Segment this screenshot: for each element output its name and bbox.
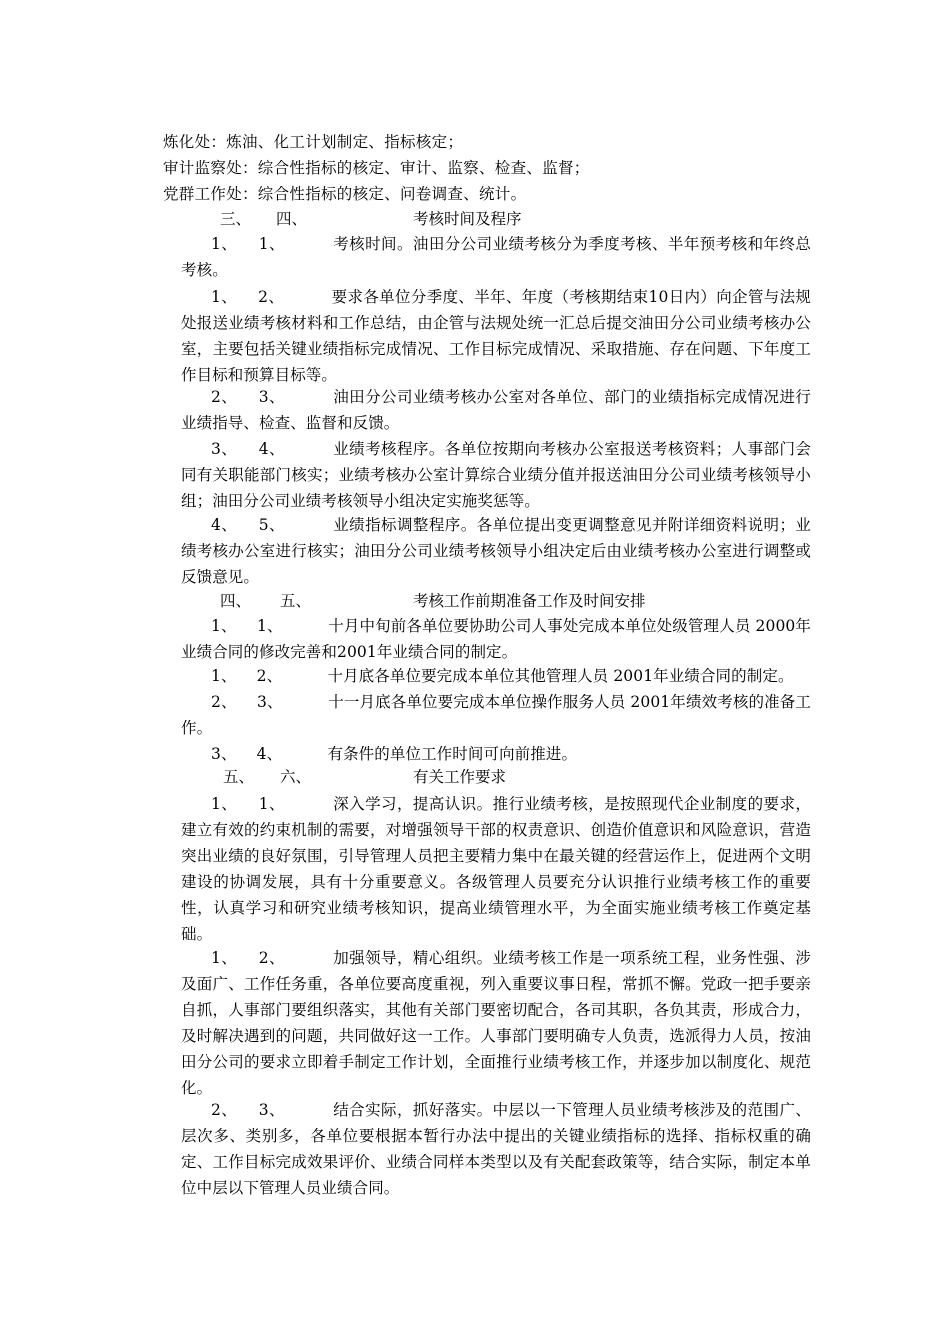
item-number: 5、 [258,516,285,534]
item-text: 业绩考核程序。各单位按期向考核办公室报送考核资料；人事部门会同有关职能部门核实；业绩考核办公室计算综合业绩分值并报送油田分公司业绩考核领导小组；油田分公司业绩考核领导小组决定实施奖惩等。 [181,440,812,510]
heading-title: 考核工作前期准备工作及时间安排 [413,592,646,610]
item-number: 4、 [258,440,285,458]
paragraph [181,512,811,590]
paragraph [181,1097,811,1201]
item-number: 1、 [211,617,237,635]
item-text: 业绩指标调整程序。各单位提出变更调整意见并附详细资料说明；业绩考核办公室进行核实；油田分公司业绩考核领导小组决定后由业绩考核办公室进行调整或反馈意见。 [181,516,812,586]
item-text: 考核时间。油田分公司业绩考核分为季度考核、半年预考核和年终总考核。 [181,235,812,279]
item-text: 十月中旬前各单位要协助公司人事处完成本单位处级管理人员 2000年业绩合同的修改完善和2001年业绩合同的制定。 [181,617,812,661]
item-number: 2、 [211,388,238,406]
item-text: 结合实际，抓好落实。中层以一下管理人员业绩考核涉及的范围广、层次多、类别多，各单位要根据本暂行办法中提出的关键业绩指标的选择、指标权重的确定、工作目标完成效果评价、业绩合同样本类型以及有关配套政策等，结合实际，制定本单位中层以下管理人员业绩合同。 [181,1101,812,1197]
paragraph [181,284,811,388]
heading-number: 三、 [220,210,252,228]
item-number: 1、 [211,288,238,306]
section-heading [0,209,950,229]
paragraph [181,791,811,947]
item-number: 4、 [211,516,238,534]
section-heading [0,767,950,787]
heading-number: 五、 [280,592,312,610]
paragraph [181,945,811,1101]
paragraph [181,231,811,283]
item-text: 加强领导，精心组织。业绩考核工作是一项系统工程，业务性强、涉及面广、工作任务重，各单位要高度重视，列入重要议事日程，常抓不懈。党政一把手要亲自抓，人事部门要组织落实，其他有关部门要密切配合，各司其职，各负其责，形成合力，及时解决遇到的问题，共同做好这一工作。人事部门要明确专人负责，选派得力人员，按油田分公司的要求立即着手制定工作计划，全面推行业绩考核工作，并逐步加以制度化、规范化。 [181,949,812,1097]
item-number: 1、 [211,667,237,685]
paragraph [181,384,811,436]
item-number: 1、 [258,795,285,813]
item-text: 深入学习，提高认识。推行业绩考核，是按照现代企业制度的要求，建立有效的约束机制的需要，对增强领导干部的权责意识、创造价值意识和风险意识，营造突出业绩的良好氛围，引导管理人员把主要精力集中在最关键的经营运作上，促进两个文明建设的协调发展，具有十分重要意义。各级管理人员要充分认识推行业绩考核工作的重要性，认真学习和研究业绩考核知识，提高业绩管理水平，为全面实施业绩考核工作奠定基础。 [181,795,812,943]
heading-number: 四、 [220,592,252,610]
heading-title: 考核时间及程序 [413,210,522,228]
item-number: 3、 [258,388,285,406]
item-number: 2、 [258,949,285,967]
intro-line: 审计监察处：综合性指标的核定、审计、监察、检查、监督； [163,159,590,177]
intro-line: 炼化处：炼油、化工计划制定、指标核定； [163,133,464,151]
heading-number: 六、 [280,768,312,786]
item-text: 油田分公司业绩考核办公室对各单位、部门的业绩指标完成情况进行业绩指导、检查、监督和反馈。 [181,388,812,432]
item-number: 1、 [258,235,285,253]
item-number: 2、 [258,288,285,306]
intro-line: 党群工作处：综合性指标的核定、问卷调查、统计。 [163,185,527,203]
item-number: 1、 [211,949,238,967]
heading-title: 有关工作要求 [413,768,507,786]
paragraph [181,689,811,741]
section-heading [0,591,950,611]
item-number: 3、 [211,440,238,458]
paragraph [181,741,811,767]
paragraph [181,613,811,665]
item-text: 有条件的单位工作时间可向前推进。 [327,745,578,763]
item-number: 4、 [256,745,283,763]
item-number: 1、 [211,795,238,813]
item-number: 3、 [258,1101,285,1119]
item-text: 十月底各单位要完成本单位其他管理人员 2001年业绩合同的制定。 [327,667,794,685]
heading-number: 五、 [223,768,255,786]
paragraph [181,663,811,689]
item-number: 2、 [256,667,283,685]
item-number: 1、 [256,617,283,635]
item-number: 2、 [211,693,237,711]
item-text: 十一月底各单位要完成本单位操作服务人员 2001年绩效考核的准备工作。 [181,693,812,737]
item-number: 3、 [211,745,237,763]
item-number: 2、 [211,1101,238,1119]
item-number: 3、 [256,693,283,711]
item-text: 要求各单位分季度、半年、年度（考核期结束10日内）向企管与法规处报送业绩考核材料和工作总结，由企管与法规处统一汇总后提交油田分公司业绩考核办公室，主要包括关键业绩指标完成情况、工作目标完成情况、采取措施、存在问题、下年度工作目标和预算目标等。 [181,288,812,384]
heading-number: 四、 [276,210,308,228]
item-number: 1、 [211,235,238,253]
paragraph [181,436,811,514]
